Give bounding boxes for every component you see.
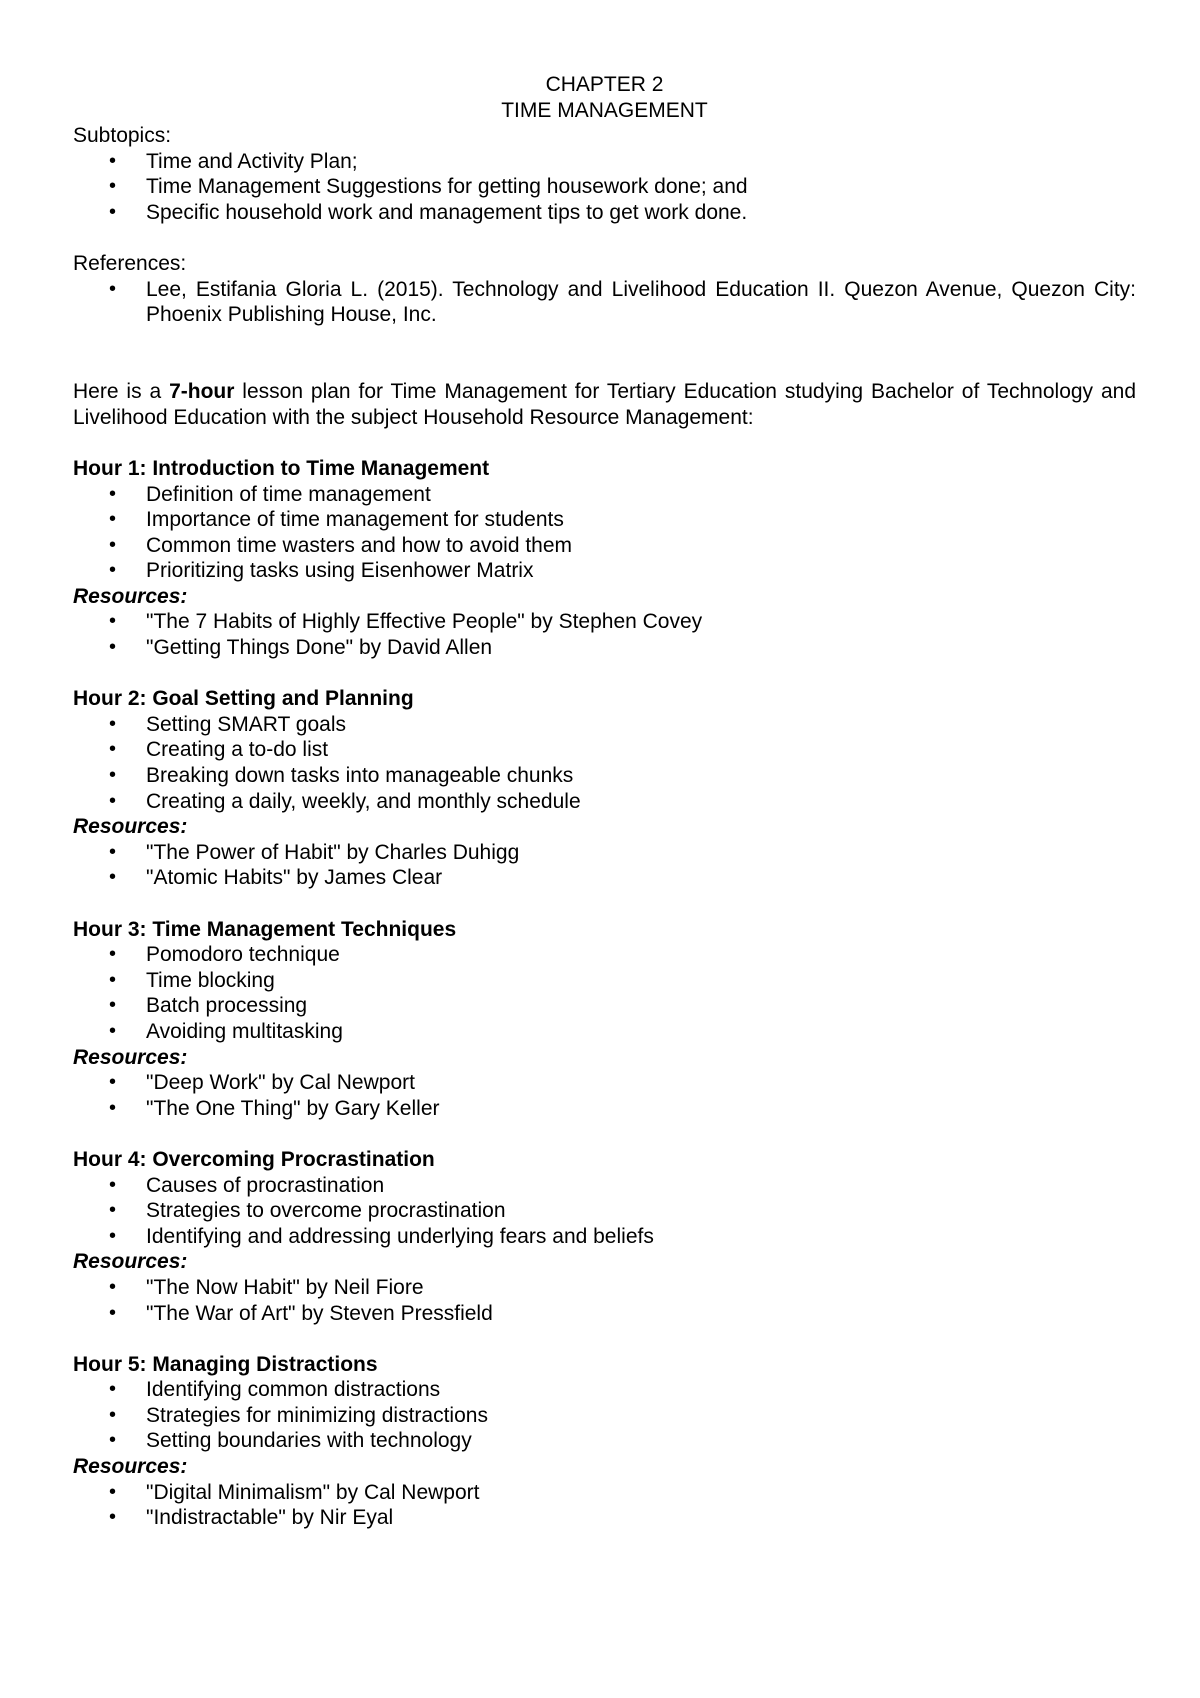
hour-section-5: [73, 1352, 1136, 1531]
references-list: [73, 277, 1136, 328]
spacer: [73, 891, 1136, 917]
list-item: • Common time wasters and how to avoid them: [73, 533, 1136, 559]
intro-text-after: lesson plan for Time Management for Tertiary Education studying Bachelor of Technology and Livelihood Education with the subject Household Resource Management:: [73, 380, 1136, 429]
reference-item: • Lee, Estifania Gloria L. (2015). Technology and Livelihood Education II. Quezon Avenue, Quezon City: Phoenix Publishing House, Inc.: [73, 277, 1136, 328]
hour-topics-list: [73, 1173, 1136, 1250]
list-item: • Importance of time management for students: [73, 507, 1136, 533]
hour-title: Hour 3: Time Management Techniques: [73, 917, 457, 941]
resources-label: Resources:: [73, 1250, 188, 1274]
chapter-number: CHAPTER 2: [545, 73, 664, 96]
resources-list: [73, 840, 1136, 891]
hour-title: Hour 2: Goal Setting and Planning: [73, 687, 414, 711]
resources-label: Resources:: [73, 815, 188, 839]
resources-list: [73, 609, 1136, 660]
list-item: • Specific household work and management tips to get work done.: [73, 200, 1136, 226]
spacer: [73, 1121, 1136, 1147]
hour-topics-list: [73, 712, 1136, 814]
list-item: • "The War of Art" by Steven Pressfield: [73, 1301, 1136, 1327]
list-item: • Pomodoro technique: [73, 942, 1136, 968]
hour-section-3: [73, 917, 1136, 1122]
spacer: [73, 1326, 1136, 1352]
list-item: • "Deep Work" by Cal Newport: [73, 1070, 1136, 1096]
list-item: • Identifying and addressing underlying fears and beliefs: [73, 1224, 1136, 1250]
subtopics-label: Subtopics:: [73, 124, 172, 148]
list-item: • "Atomic Habits" by James Clear: [73, 865, 1136, 891]
hour-title: Hour 4: Overcoming Procrastination: [73, 1147, 435, 1171]
resources-list: [73, 1480, 1136, 1531]
list-item: • Creating a to-do list: [73, 737, 1136, 763]
list-item: • Creating a daily, weekly, and monthly schedule: [73, 789, 1136, 815]
document-page: [73, 72, 1136, 1531]
spacer: [73, 226, 1136, 252]
resources-label: Resources:: [73, 1045, 188, 1069]
hour-section-1: [73, 456, 1136, 661]
references-label: References:: [73, 252, 187, 276]
list-item: • "The One Thing" by Gary Keller: [73, 1096, 1136, 1122]
hour-topics-list: [73, 1377, 1136, 1454]
hour-title: Hour 1: Introduction to Time Management: [73, 456, 490, 480]
hour-section-4: [73, 1147, 1136, 1326]
subtopics-list: [73, 149, 1136, 226]
chapter-title: TIME MANAGEMENT: [501, 98, 708, 122]
list-item: • Prioritizing tasks using Eisenhower Matrix: [73, 558, 1136, 584]
list-item: • "Digital Minimalism" by Cal Newport: [73, 1480, 1136, 1506]
intro-paragraph: [73, 379, 1136, 430]
list-item: • Time and Activity Plan;: [73, 149, 1136, 175]
list-item: • Setting boundaries with technology: [73, 1428, 1136, 1454]
hour-title: Hour 5: Managing Distractions: [73, 1352, 378, 1376]
list-item: • "The Power of Habit" by Charles Duhigg: [73, 840, 1136, 866]
list-item: • Time Management Suggestions for getting housework done; and: [73, 174, 1136, 200]
list-item: • Identifying common distractions: [73, 1377, 1136, 1403]
list-item: • Breaking down tasks into manageable chunks: [73, 763, 1136, 789]
resources-label: Resources:: [73, 1455, 188, 1479]
list-item: • Batch processing: [73, 993, 1136, 1019]
list-item: • Setting SMART goals: [73, 712, 1136, 738]
spacer: [73, 661, 1136, 687]
list-item: • Strategies to overcome procrastination: [73, 1198, 1136, 1224]
intro-duration: 7-hour: [169, 380, 235, 404]
list-item: • "The Now Habit" by Neil Fiore: [73, 1275, 1136, 1301]
list-item: • Time blocking: [73, 968, 1136, 994]
intro-text-before: Here is a: [73, 380, 170, 404]
hour-section-2: [73, 686, 1136, 891]
resources-label: Resources:: [73, 584, 188, 608]
spacer: [73, 430, 1136, 456]
list-item: • Definition of time management: [73, 482, 1136, 508]
hour-topics-list: [73, 482, 1136, 584]
spacer: [73, 328, 1136, 379]
list-item: • "Getting Things Done" by David Allen: [73, 635, 1136, 661]
list-item: • Avoiding multitasking: [73, 1019, 1136, 1045]
list-item: • Strategies for minimizing distractions: [73, 1403, 1136, 1429]
resources-list: [73, 1070, 1136, 1121]
list-item: • "The 7 Habits of Highly Effective People" by Stephen Covey: [73, 609, 1136, 635]
list-item: • Causes of procrastination: [73, 1173, 1136, 1199]
hour-topics-list: [73, 942, 1136, 1044]
resources-list: [73, 1275, 1136, 1326]
list-item: • "Indistractable" by Nir Eyal: [73, 1505, 1136, 1531]
